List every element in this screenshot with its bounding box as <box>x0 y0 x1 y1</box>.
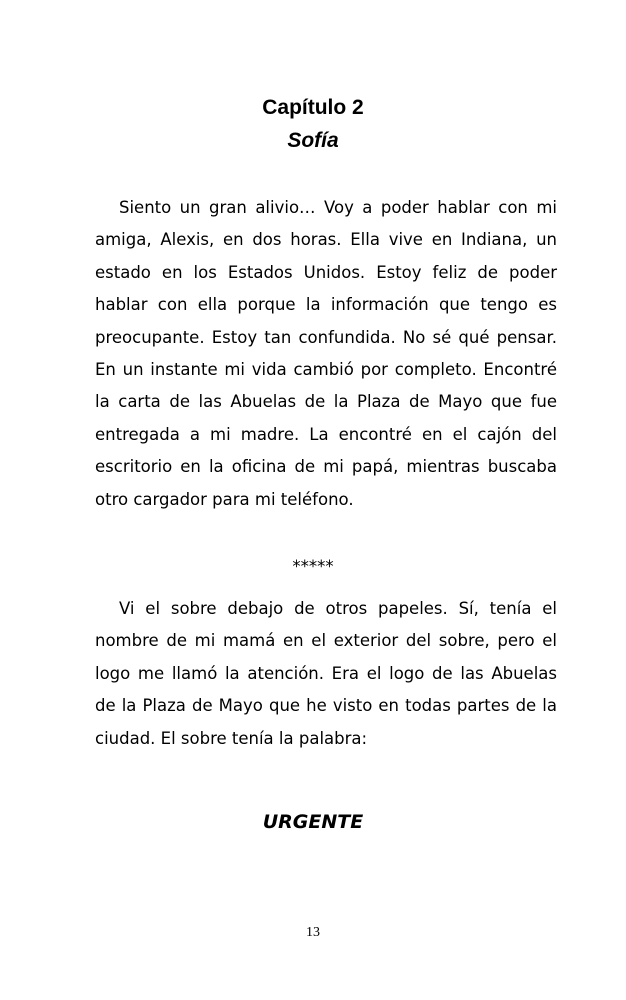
body-paragraph-1: Siento un gran alivio… Voy a poder hablar con mi amiga, Alexis, en dos horas. Ella vive en Indiana, un estado en los Estados Unidos. Estoy feliz de poder hablar con ella porque la información que tengo es preocupante. Estoy tan confundida. No sé qué pensar. En un instante mi vida cambió por completo. Encontré la carta de las Abuelas de la Plaza de Mayo que fue entregada a mi madre. La encontré en el cajón del escritorio en la oficina de mi papá, mientras buscaba otro cargador para mi teléfono. <box>95 198 557 509</box>
chapter-title: Capítulo 2 <box>262 96 364 119</box>
urgent-emphasis: URGENTE <box>262 811 364 833</box>
body-paragraph-2: Vi el sobre debajo de otros papeles. Sí, tenía el nombre de mi mamá en el exterior del sobre, pero el logo me llamó la atención. Era el logo de las Abuelas de la Plaza de Mayo que he visto en todas partes de la ciudad. El sobre tenía la palabra: <box>95 599 557 748</box>
chapter-subtitle: Sofía <box>287 129 339 152</box>
page-number: 13 <box>306 925 320 940</box>
section-separator: ***** <box>292 557 334 576</box>
